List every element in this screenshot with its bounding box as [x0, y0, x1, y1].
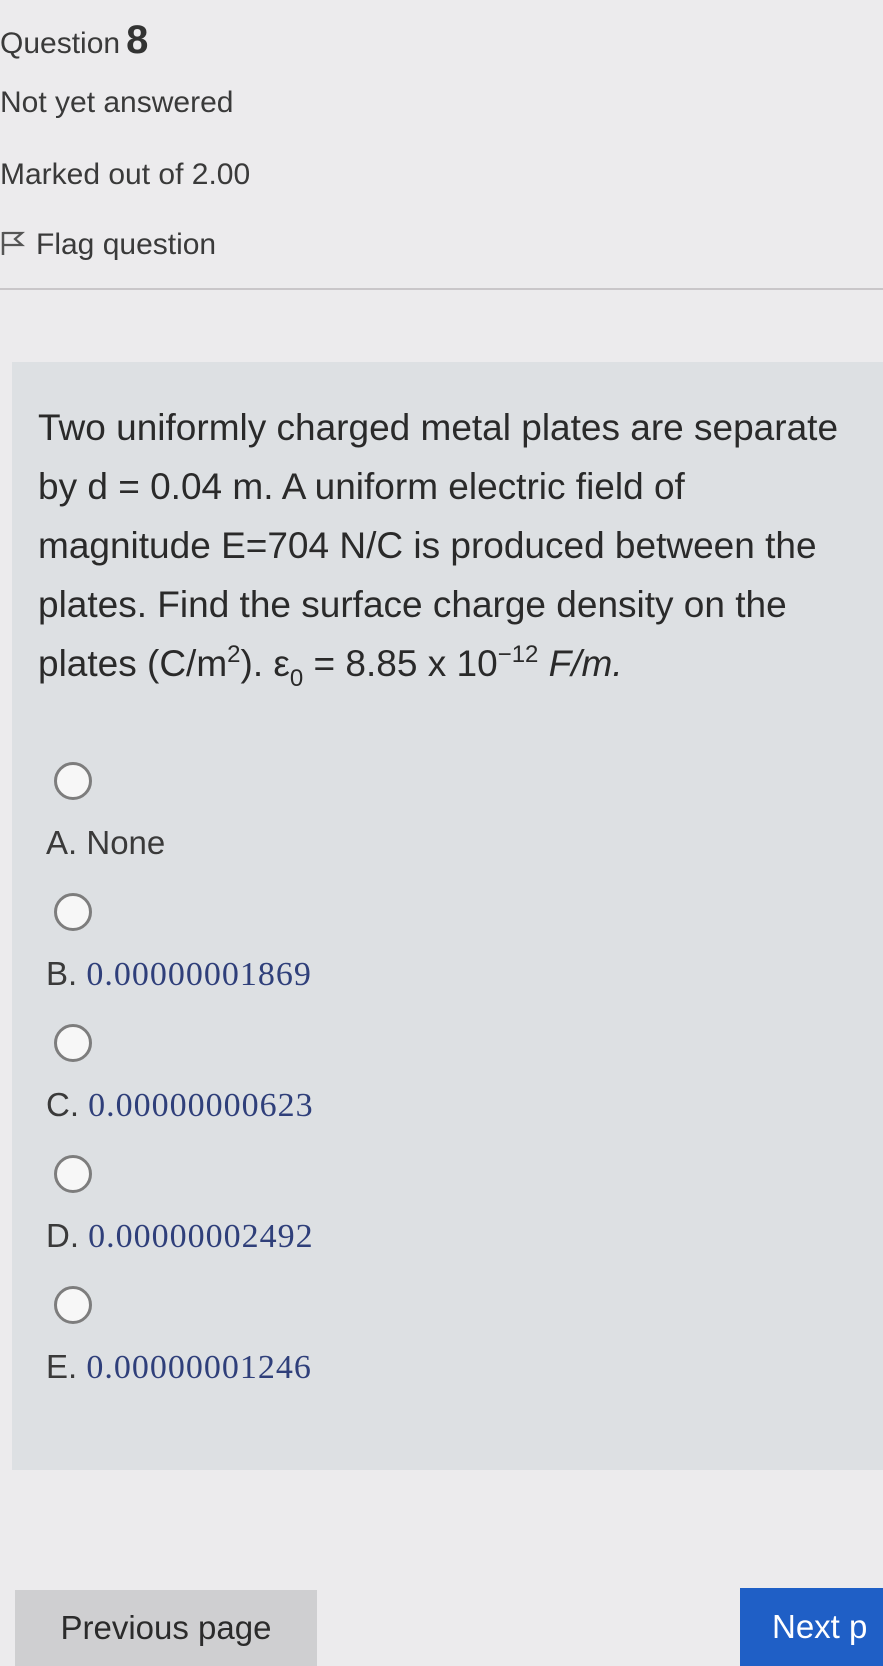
radio-button[interactable]	[54, 893, 92, 931]
question-state: Not yet answered	[0, 86, 234, 119]
next-page-button[interactable]: Next p	[740, 1588, 883, 1666]
answer-option-a[interactable]	[42, 762, 862, 893]
question-heading	[0, 18, 148, 63]
answer-option-c[interactable]	[42, 1024, 862, 1155]
radio-button[interactable]	[54, 1155, 92, 1193]
answer-label	[46, 955, 312, 994]
question-content-panel	[12, 362, 883, 1470]
radio-button[interactable]	[54, 762, 92, 800]
answer-option-b[interactable]	[42, 893, 862, 1024]
question-text	[38, 398, 883, 693]
flag-icon	[0, 230, 26, 256]
unit-exponent: 2	[227, 641, 241, 668]
answer-option-e[interactable]	[42, 1286, 862, 1417]
question-text-segment: ). ε	[240, 643, 290, 684]
answer-label	[46, 1348, 312, 1387]
radio-button[interactable]	[54, 1286, 92, 1324]
question-text-segment: plates (C/m	[38, 643, 228, 684]
question-text-line	[38, 634, 883, 693]
question-grade: Marked out of 2.00	[0, 158, 251, 191]
epsilon-subscript: 0	[289, 665, 304, 692]
answer-letter: C.	[46, 1086, 79, 1123]
answer-letter: D.	[46, 1217, 79, 1254]
question-info	[0, 0, 883, 290]
question-number: 8	[126, 18, 149, 62]
answer-options	[42, 762, 862, 1417]
answer-value: None	[86, 824, 166, 861]
answer-value: 0.00000002492	[88, 1218, 314, 1255]
answer-option-d[interactable]	[42, 1155, 862, 1286]
answer-letter: A.	[46, 824, 78, 861]
flag-question-label: Flag question	[36, 228, 217, 261]
answer-label	[46, 824, 165, 862]
question-text-segment: = 8.85 x 10	[303, 643, 498, 684]
question-text-line: magnitude E=704 N/C is produced between the	[38, 525, 817, 566]
answer-label	[46, 1086, 314, 1125]
divider	[0, 288, 883, 290]
question-text-unit: F/m.	[538, 643, 623, 684]
power-exponent: −12	[497, 641, 539, 668]
answer-letter: B.	[46, 955, 78, 992]
question-text-line: Two uniformly charged metal plates are separate	[38, 407, 839, 448]
radio-button[interactable]	[54, 1024, 92, 1062]
answer-value: 0.00000001246	[86, 1349, 312, 1386]
answer-letter: E.	[46, 1348, 78, 1385]
question-heading-label: Question	[0, 27, 121, 60]
flag-question-link[interactable]	[0, 228, 216, 262]
answer-value: 0.00000001869	[86, 956, 312, 993]
answer-value: 0.00000000623	[88, 1087, 314, 1124]
answer-label	[46, 1217, 314, 1256]
previous-page-button[interactable]: Previous page	[15, 1590, 317, 1666]
question-text-line: by d = 0.04 m. A uniform electric field of	[38, 466, 685, 507]
question-text-line: plates. Find the surface charge density on the	[38, 584, 787, 625]
